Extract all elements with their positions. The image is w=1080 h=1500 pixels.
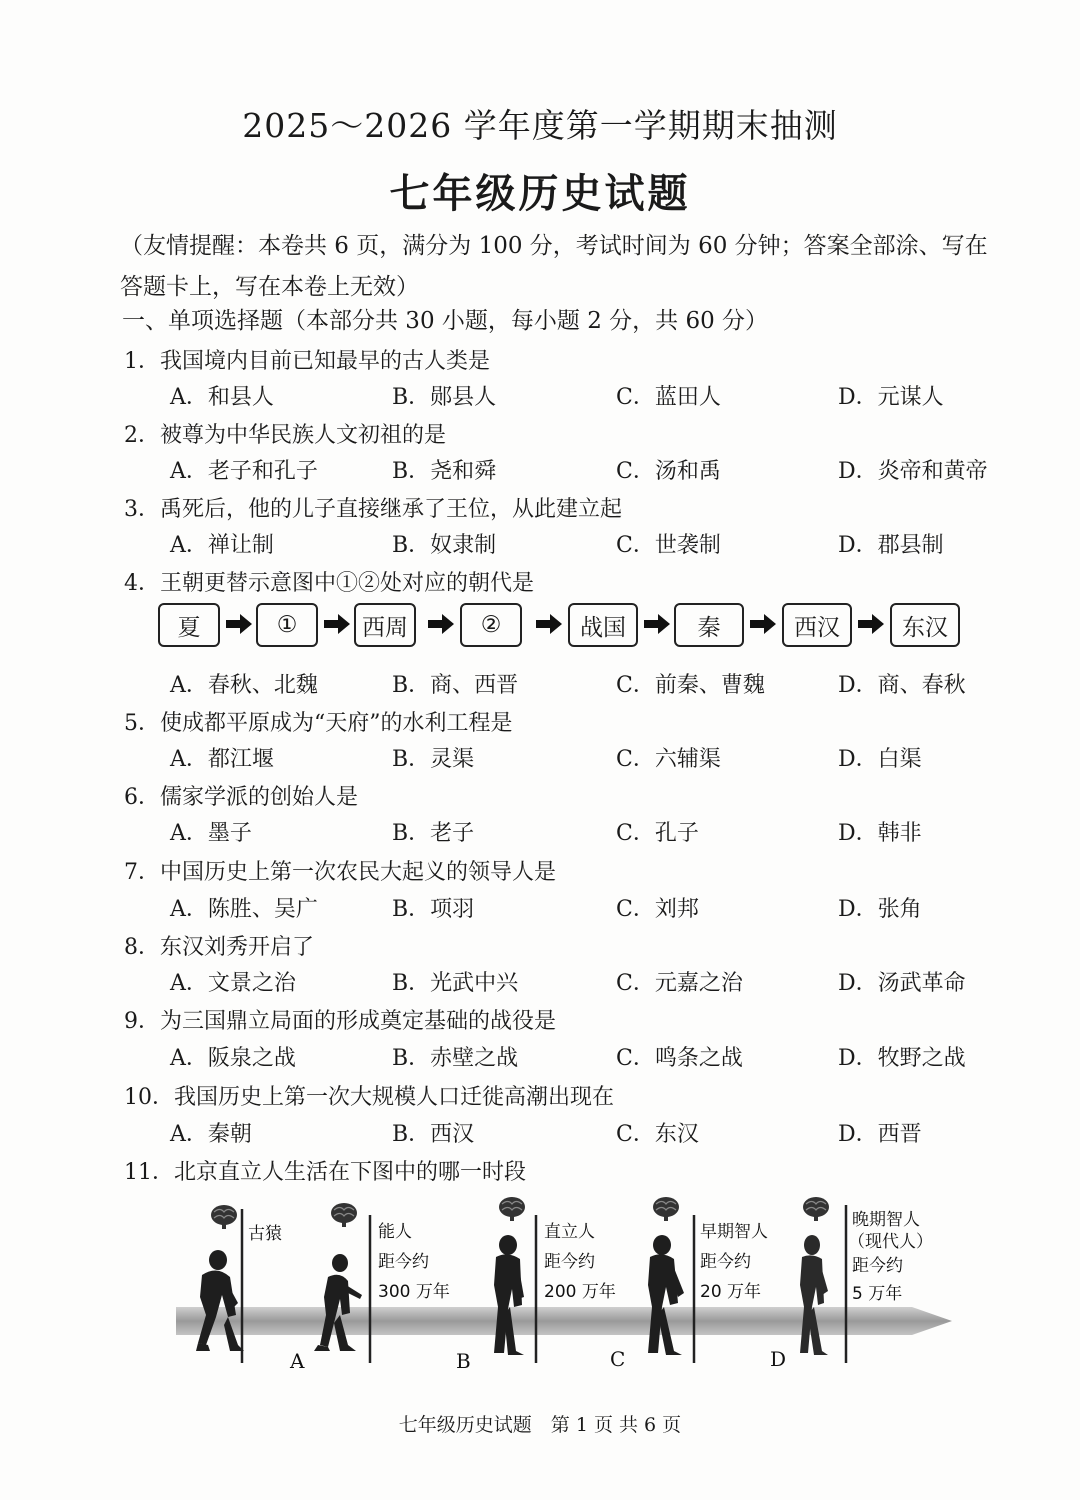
option-b: B．西汉	[392, 1122, 475, 1147]
question-options	[170, 892, 1030, 924]
arrow-right-icon	[858, 613, 884, 635]
brain-icon	[653, 1197, 679, 1221]
question-stem: 5．使成都平原成为“天府”的水利工程是	[124, 711, 513, 736]
dynasty-box: 战国	[568, 603, 638, 647]
erectus-figure-icon	[494, 1235, 524, 1355]
stage-detail: 20 万年	[700, 1282, 762, 1302]
option-d: D．汤武革命	[838, 971, 966, 996]
option-c: C．元嘉之治	[616, 971, 743, 996]
stage-detail: 200 万年	[544, 1282, 616, 1302]
option-c: C．蓝田人	[616, 385, 721, 410]
option-b: B．项羽	[392, 897, 475, 922]
option-b: B．郧县人	[392, 385, 497, 410]
segment-label: C	[610, 1347, 626, 1371]
question-options	[170, 1041, 1030, 1073]
stage-detail: 300 万年	[378, 1282, 450, 1302]
option-a: A．都江堰	[170, 747, 274, 772]
question-stem: 2．被尊为中华民族人文初祖的是	[124, 423, 446, 448]
dynasty-box: 西周	[354, 603, 416, 647]
question-options	[170, 528, 1030, 560]
question-stem: 4．王朝更替示意图中①②处对应的朝代是	[124, 571, 534, 596]
early-sapiens-figure-icon	[648, 1235, 684, 1355]
option-a: A．老子和孔子	[170, 459, 318, 484]
option-a: A．和县人	[170, 385, 274, 410]
habilis-figure-icon	[314, 1254, 362, 1351]
brain-icon	[499, 1197, 525, 1221]
option-d: D．韩非	[838, 821, 922, 846]
option-c: C．前秦、曹魏	[616, 673, 765, 698]
option-d: D．西晋	[838, 1122, 922, 1147]
dynasty-box: 夏	[158, 603, 220, 647]
stage-detail: 距今约	[852, 1256, 903, 1276]
option-c: C．六辅渠	[616, 747, 721, 772]
question-options	[170, 380, 1030, 412]
question-stem: 9．为三国鼎立局面的形成奠定基础的战役是	[124, 1009, 556, 1034]
brain-icon	[331, 1203, 357, 1227]
option-d: D．商、春秋	[838, 673, 966, 698]
stage-name: 能人	[378, 1222, 412, 1242]
dynasty-box: 西汉	[782, 603, 852, 647]
question-options	[170, 454, 1030, 486]
option-c: C．东汉	[616, 1122, 699, 1147]
option-a: A．禅让制	[170, 533, 274, 558]
stage-name: 古猿	[248, 1224, 282, 1244]
dynasty-box: 东汉	[890, 603, 960, 647]
option-c: C．世袭制	[616, 533, 721, 558]
segment-label: B	[456, 1349, 471, 1373]
option-d: D．张角	[838, 897, 922, 922]
segment-label: D	[770, 1347, 787, 1371]
question-options	[170, 742, 1030, 774]
option-b: B．奴隶制	[392, 533, 497, 558]
stage-detail: 距今约	[700, 1252, 751, 1272]
question-options	[170, 966, 1030, 998]
option-d: D．元谋人	[838, 385, 944, 410]
brain-icon	[803, 1197, 829, 1221]
option-a: A．墨子	[170, 821, 252, 846]
exam-main-title: 七年级历史试题	[389, 170, 691, 217]
dynasty-box: 秦	[674, 603, 744, 647]
stage-name: 晚期智人	[852, 1210, 920, 1230]
option-a: A．阪泉之战	[170, 1046, 296, 1071]
arrow-right-icon	[750, 613, 776, 635]
exam-header-title: 2025～2026 学年度第一学期期末抽测	[242, 106, 838, 145]
exam-notice: （友情提醒：本卷共 6 页，满分为 100 分，考试时间为 60 分钟；答案全部涂、写在答题卡上，写在本卷上无效）	[120, 233, 988, 300]
option-b: B．光武中兴	[392, 971, 519, 996]
brain-icon	[211, 1205, 237, 1229]
question-stem: 1．我国境内目前已知最早的古人类是	[124, 349, 490, 374]
option-a: A．秦朝	[170, 1122, 252, 1147]
section-title: 一、单项选择题（本部分共 30 小题，每小题 2 分，共 60 分）	[122, 308, 769, 334]
stage-detail: 5 万年	[852, 1284, 903, 1304]
stage-detail: 距今约	[544, 1252, 595, 1272]
ape-figure-icon	[196, 1250, 244, 1351]
segment-label: A	[290, 1349, 305, 1373]
option-b: B．老子	[392, 821, 475, 846]
question-options	[170, 816, 1030, 848]
late-sapiens-figure-icon	[800, 1235, 828, 1355]
arrow-right-icon	[644, 613, 670, 635]
question-stem: 7．中国历史上第一次农民大起义的领导人是	[124, 860, 556, 885]
question-stem: 10．我国历史上第一次大规模人口迁徙高潮出现在	[124, 1085, 614, 1110]
question-stem: 6．儒家学派的创始人是	[124, 785, 358, 810]
question-options	[170, 668, 1030, 700]
option-d: D．牧野之战	[838, 1046, 966, 1071]
dynasty-chain-diagram	[158, 603, 968, 649]
option-b: B．商、西晋	[392, 673, 519, 698]
stage-detail: 距今约	[378, 1252, 429, 1272]
option-d: D．炎帝和黄帝	[838, 459, 988, 484]
arrow-right-icon	[428, 613, 454, 635]
timeline-arrow	[176, 1307, 952, 1335]
option-a: A．陈胜、吴广	[170, 897, 318, 922]
question-stem: 3．禹死后，他的儿子直接继承了王位，从此建立起	[124, 497, 622, 522]
stage-detail: （现代人）	[848, 1232, 933, 1252]
option-c: C．刘邦	[616, 897, 699, 922]
page-footer: 七年级历史试题 第 1 页 共 6 页	[398, 1414, 682, 1436]
dynasty-box: ①	[256, 603, 318, 647]
option-d: D．郡县制	[838, 533, 944, 558]
question-stem: 8．东汉刘秀开启了	[124, 935, 314, 960]
option-b: B．赤壁之战	[392, 1046, 519, 1071]
option-b: B．灵渠	[392, 747, 475, 772]
arrow-right-icon	[226, 613, 252, 635]
question-options	[170, 1117, 1030, 1149]
option-a: A．文景之治	[170, 971, 296, 996]
arrow-right-icon	[324, 613, 350, 635]
option-b: B．尧和舜	[392, 459, 497, 484]
option-c: C．孔子	[616, 821, 699, 846]
option-a: A．春秋、北魏	[170, 673, 318, 698]
option-c: C．汤和禹	[616, 459, 721, 484]
stage-name: 直立人	[544, 1222, 595, 1242]
option-d: D．白渠	[838, 747, 922, 772]
stage-name: 早期智人	[700, 1222, 768, 1242]
question-stem: 11．北京直立人生活在下图中的哪一时段	[124, 1160, 526, 1185]
dynasty-box: ②	[460, 603, 522, 647]
option-c: C．鸣条之战	[616, 1046, 743, 1071]
arrow-right-icon	[536, 613, 562, 635]
human-evolution-diagram	[172, 1185, 962, 1385]
